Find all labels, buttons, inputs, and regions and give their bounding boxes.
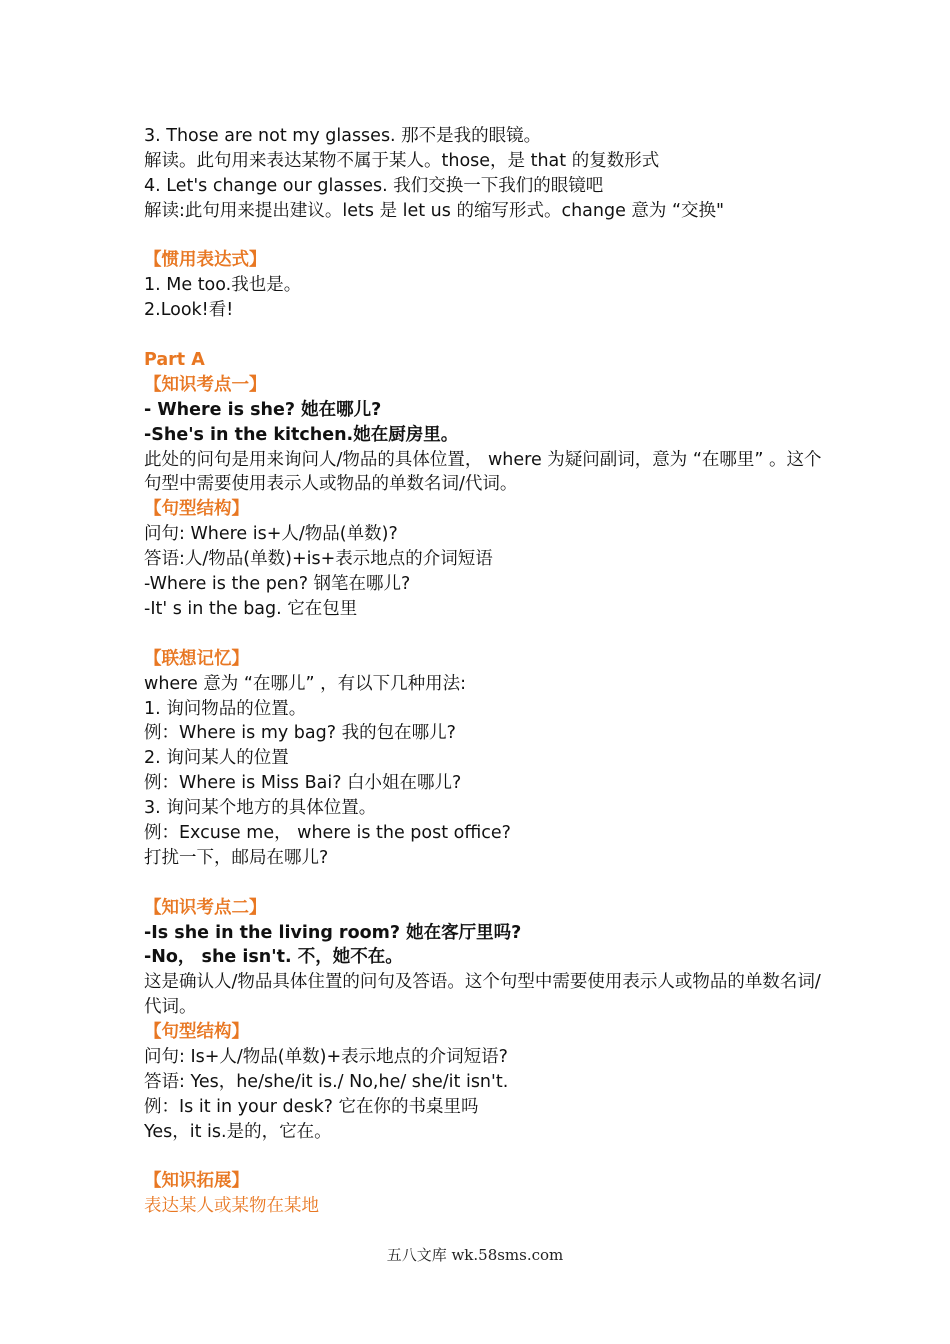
- document-body: [144, 124, 824, 1219]
- text-line: 例：Excuse me， where is the post office?: [144, 822, 511, 843]
- text-line: -Where is the pen? 钢笔在哪儿?: [144, 574, 411, 595]
- spacer: [144, 1145, 824, 1170]
- section-heading: 【知识考点一】: [144, 374, 267, 395]
- spacer: [144, 871, 824, 896]
- spacer: [144, 323, 824, 348]
- text-line: 2.Look!看!: [144, 300, 234, 321]
- explanation-paragraph: 这是确认人/物品具体住置的问句及答语。这个句型中需要使用表示人或物品的单数名词/代词。: [144, 972, 821, 1018]
- explanation-paragraph: 此处的问句是用来询问人/物品的具体位置， where 为疑问副词，意为 “在哪里” 。这个句型中需要使用表示人或物品的单数名词/代词。: [144, 449, 822, 495]
- text-line: 答语:人/物品(单数)+is+表示地点的介词短语: [144, 549, 493, 570]
- text-line: 问句: Where is+人/物品(单数)?: [144, 524, 398, 545]
- text-line: 1. Me too.我也是。: [144, 275, 302, 296]
- text-line: 解读。此句用来表达某物不属于某人。those，是 that 的复数形式: [144, 150, 660, 171]
- text-line: 例：Is it in your desk? 它在你的书桌里吗: [144, 1096, 479, 1117]
- text-line: 答语: Yes，he/she/it is./ No,he/ she/it isn't.: [144, 1071, 509, 1092]
- text-line: -It' s in the bag. 它在包里: [144, 598, 358, 619]
- text-line: 3. Those are not my glasses. 那不是我的眼镜。: [144, 126, 542, 146]
- spacer: [144, 622, 824, 647]
- text-line: 例：Where is Miss Bai? 白小姐在哪儿?: [144, 773, 462, 794]
- text-line: 2. 询问某人的位置: [144, 748, 289, 769]
- dialogue-question: - Where is she? 她在哪儿?: [144, 399, 382, 420]
- dialogue-answer: -She's in the kitchen.她在厨房里。: [144, 424, 459, 445]
- text-line: 打扰一下，邮局在哪儿?: [144, 847, 329, 868]
- subsection-text: 表达某人或某物在某地: [144, 1196, 319, 1217]
- spacer: [144, 224, 824, 249]
- footer-watermark: 五八文库 wk.58sms.com: [386, 1246, 564, 1264]
- section-heading: 【惯用表达式】: [144, 250, 267, 271]
- dialogue-question: -Is she in the living room? 她在客厅里吗?: [144, 922, 522, 943]
- part-heading: Part A: [144, 350, 205, 371]
- text-line: 1. 询问物品的位置。: [144, 698, 307, 719]
- text-line: 例：Where is my bag? 我的包在哪儿?: [144, 723, 456, 744]
- section-heading: 【知识拓展】: [144, 1171, 249, 1192]
- section-heading: 【句型结构】: [144, 1022, 249, 1043]
- dialogue-answer: -No， she isn't. 不，她不在。: [144, 947, 403, 968]
- text-line: 3. 询问某个地方的具体位置。: [144, 798, 377, 819]
- text-line: 解读:此句用来提出建议。lets 是 let us 的缩写形式。change 意为 “交换": [144, 200, 725, 221]
- text-line: Yes，it is.是的，它在。: [144, 1121, 332, 1142]
- section-heading: 【句型结构】: [144, 499, 249, 520]
- text-line: 4. Let's change our glasses. 我们交换一下我们的眼镜吧: [144, 175, 604, 196]
- section-heading: 【知识考点二】: [144, 897, 267, 918]
- text-line: where 意为 “在哪儿” ，有以下几种用法:: [144, 673, 466, 694]
- section-heading: 【联想记忆】: [144, 648, 249, 669]
- text-line: 问句: Is+人/物品(单数)+表示地点的介词短语?: [144, 1047, 508, 1068]
